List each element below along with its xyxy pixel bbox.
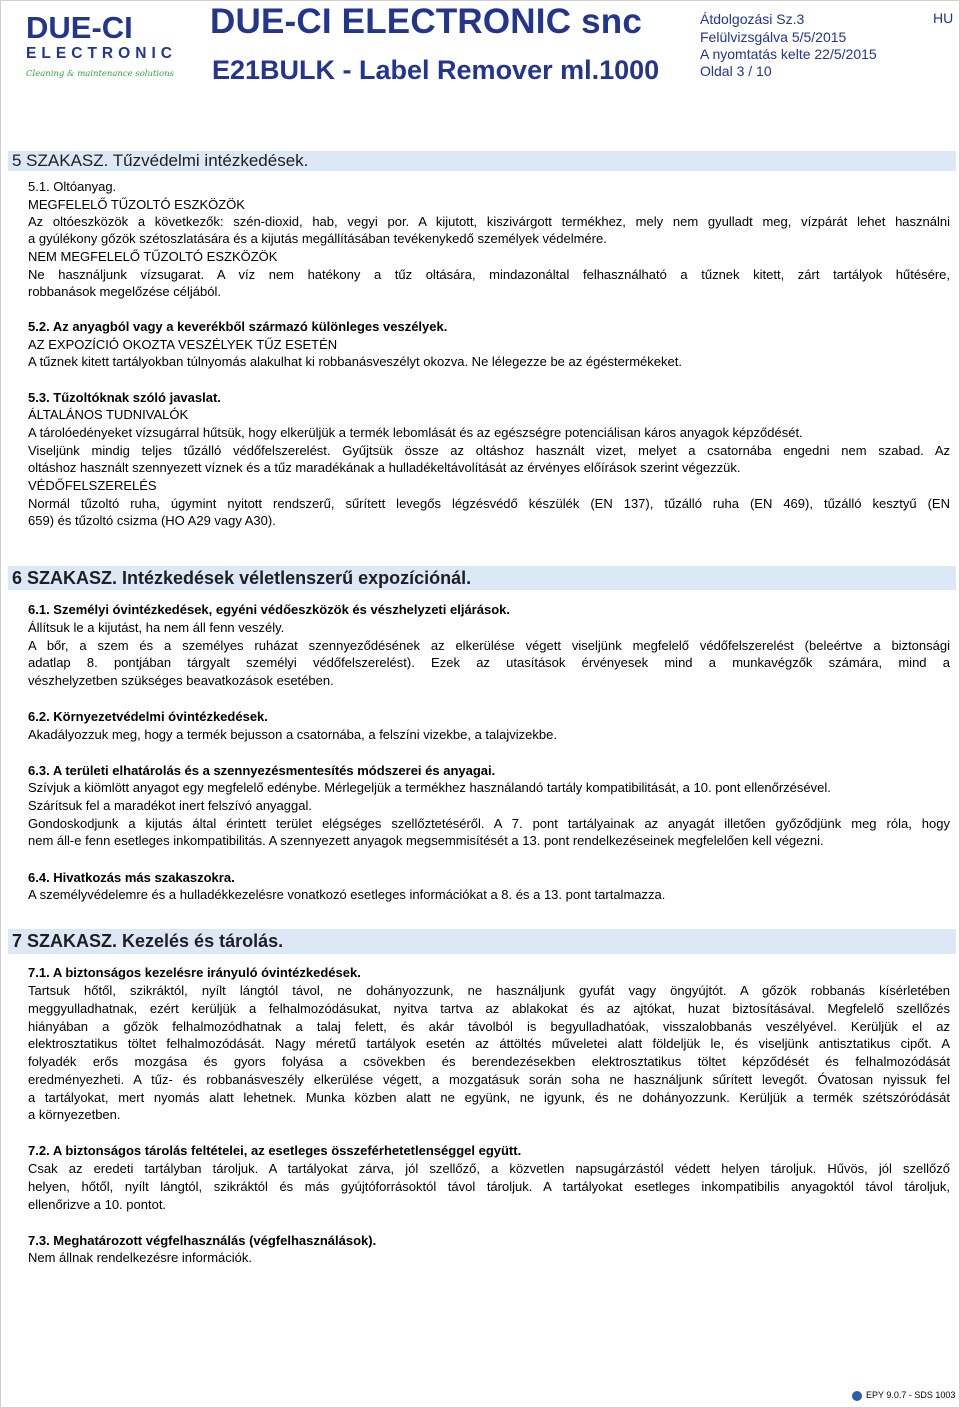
page-number: Oldal 3 / 10 [700, 63, 772, 79]
company-name: DUE-CI ELECTRONIC snc [210, 2, 643, 41]
paragraph-line: folyadék erős mozgása és gyors folyása a csövekben és berendezésekben elektrosztatikus töltet képződését és felhalmozódását [28, 1054, 950, 1069]
subsection-heading: 6.3. A területi elhatárolás és a szennyezésmentesítés módszerei és anyagai. [28, 763, 496, 778]
section-6-title: 6 SZAKASZ. Intézkedések véletlenszerű expozíciónál. [12, 568, 472, 588]
subsection-heading: 6.1. Személyi óvintézkedések, egyéni védőeszközök és vészhelyzeti eljárások. [28, 602, 510, 617]
paragraph-line: oltáshoz használt szennyezett víznek és a tűz maradékának a hulladékeltávolítását az érvényes előírások szerint végezzük. [28, 460, 741, 475]
paragraph-line: VÉDŐFELSZERELÉS [28, 478, 157, 493]
paragraph-line: Viseljünk mindig teljes tűzálló védőfelszerelést. Gyűjtsük össze az oltáshoz használt vizet, melyet a csatornába engedni nem szabad. Az [28, 443, 950, 458]
paragraph-line: robbanások megelőzése céljából. [28, 284, 221, 299]
paragraph-line: eredményezheti. A tűz- és robbanásveszély elkerülése végett, a mozgatásuk során soha ne használjunk sűrített levegőt. Óvatosan nyissuk fel [28, 1072, 950, 1087]
subsection-heading: 5.2. Az anyagból vagy a keverékből származó különleges veszélyek. [28, 319, 448, 334]
footer-version: EPY 9.0.7 - SDS 1003 [866, 1390, 956, 1400]
section-7-header [8, 929, 956, 954]
paragraph-line: AZ EXPOZÍCIÓ OKOZTA VESZÉLYEK TŰZ ESETÉN [28, 337, 338, 352]
paragraph-line: meggyulladhatnak, ezért kerüljük a felhalmozódásukat, nyitva tartva az ablakokat és az ajtókat, huzat biztosításával. Megfelelő szellőzés [28, 1001, 950, 1016]
svg-text:ELECTRONIC: ELECTRONIC [26, 45, 172, 62]
paragraph-line: Akadályozzuk meg, hogy a termék bejusson a csatornába, a felszíni vizekbe, a talajvizekbe. [28, 727, 557, 742]
paragraph-line: nem áll-e fenn esetleges inkompatibilitás. A szennyezett anyagok megsemmisítését a 13. pont rendelkezéseinek megfelelően kell végezni. [28, 833, 824, 848]
section-6-header [8, 566, 956, 590]
paragraph-line: NEM MEGFELELŐ TŰZOLTÓ ESZKÖZÖK [28, 249, 278, 264]
revision-number: Átdolgozási Sz.3 [700, 11, 805, 27]
subsection-heading: 5.1. Oltóanyag. [28, 179, 117, 194]
product-name: E21BULK - Label Remover ml.1000 [212, 55, 660, 85]
subsection-heading: 7.3. Meghatározott végfelhasználás (végfelhasználások). [28, 1233, 377, 1248]
paragraph-line: Ne használjunk vízsugarat. A víz nem hatékony a tűz oltására, mindazonáltal felhasználható a tűznek kitett, zárt tartályok hűtésére, [28, 267, 950, 282]
paragraph-line: helyen, hőtől, nyílt lángtól, szikráktól és más gyújtóforrásoktól távol tároljuk. A tartályokat esetleges inkompatibilis anyagoktól távol tároljuk, [28, 1179, 950, 1194]
subsection-heading: 6.2. Környezetvédelmi óvintézkedések. [28, 709, 268, 724]
language-code: HU [933, 10, 954, 26]
paragraph-line: adatlap 8. pontjában tárgyalt személyi védőfelszerelést). Ezek az utasítások érvényesek mind a munkavégzők számára, mind a [28, 655, 950, 670]
section-7-title: 7 SZAKASZ. Kezelés és tárolás. [12, 931, 284, 951]
subsection-heading: 7.1. A biztonságos kezelésre irányuló óvintézkedések. [28, 965, 361, 980]
review-date: Felülvizsgálva 5/5/2015 [700, 29, 847, 45]
paragraph-line: Csak az eredeti tartályban tároljuk. A tartályokat zárva, jól szellőző, a közvetlen napsugárzástól védett helyen tároljuk. Hűvös, jól szellőző [28, 1161, 950, 1176]
software-badge-icon [852, 1391, 862, 1401]
paragraph-line: 659) és tűzoltó csizma (HO A29 vagy A30). [28, 513, 276, 528]
svg-text:Cleaning & maintenance solutio: Cleaning & maintenance solutions [26, 69, 174, 79]
paragraph-line: Tartsuk hőtől, szikráktól, nyílt lángtól távol, ne dohányozzunk, ne használjunk gyufát vagy öngyújtót. A gőzök robbanás kísérletében [28, 983, 950, 998]
paragraph-line: A tárolóedényeket vízsugárral hűtsük, hogy elkerüljük a termék lebomlását és az egészségre potenciálisan káros anyagok képződését. [28, 425, 803, 440]
print-date: A nyomtatás kelte 22/5/2015 [700, 46, 877, 62]
subsection-heading: 6.4. Hivatkozás más szakaszokra. [28, 870, 235, 885]
paragraph-line: Szárítsuk fel a maradékot inert felszívó anyaggal. [28, 798, 312, 813]
paragraph-line: A tűznek kitett tartályokban túlnyomás alakulhat ki robbanásveszélyt okozva. Ne lélegezze be az égéstermékeket. [28, 354, 682, 369]
svg-text:DUE-CI: DUE-CI [26, 10, 133, 45]
paragraph-line: A bőr, a szem és a személyes ruházat szennyeződésének az elkerülése végett viseljünk megfelelő védőfelszerelést (beleértve a biztonsági [28, 638, 950, 653]
section-5-title: 5 SZAKASZ. Tűzvédelmi intézkedések. [12, 151, 309, 170]
paragraph-line: Az oltóeszközök a következők: szén-dioxid, hab, vegyi por. A kijutott, kiszivárgott termékhez, mely nem gyulladt meg, vízpárát lehet használni [28, 214, 950, 229]
paragraph-line: elektrosztatikus töltet felhalmozódását. Nagy méretű tartályok esetén az áttöltés műveletei alatt földeljük le, és viseljünk antisztatikus cipőt. A [28, 1036, 950, 1051]
paragraph-line: Gondoskodjunk a kijutás által érintett terület elégséges szellőztetéséről. A 7. pont tartályainak az anyagát illetően győződjünk meg róla, hogy [28, 816, 950, 831]
paragraph-line: a gyúlékony gőzök szétoszlatására és a kijutás megállításában tevékenykedő személyek védelmére. [28, 231, 607, 246]
paragraph-line: a környezetben. [28, 1107, 121, 1122]
paragraph-line: Szívjuk a kiömlött anyagot egy megfelelő edénybe. Mérlegeljük a termékhez használandó tartály kompatibilitását, a 10. pont ellenőrzésével. [28, 780, 831, 795]
company-logo [24, 8, 184, 86]
section-5-header [8, 151, 956, 171]
paragraph-line: vészhelyzetben szükséges beavatkozások esetében. [28, 673, 334, 688]
paragraph-line: A személyvédelemre és a hulladékkezelésre vonatkozó esetleges információkat a 8. és a 13. pont tartalmazza. [28, 887, 666, 902]
paragraph-line: ellenőrizve a 10. pontot. [28, 1197, 167, 1212]
paragraph-line: Állítsuk le a kijutást, ha nem áll fenn veszély. [28, 620, 285, 635]
paragraph-line: ÁLTALÁNOS TUDNIVALÓK [28, 407, 189, 422]
subsection-heading: 5.3. Tűzoltóknak szóló javaslat. [28, 390, 221, 405]
document-header [0, 0, 960, 96]
paragraph-line: Normál tűzoltó ruha, úgymint nyitott rendszerű, sűrített levegős légzésvédő készülék (EN 137), tűzálló ruha (EN 469), tűzálló kesztyű (EN [28, 496, 950, 511]
subsection-heading: 7.2. A biztonságos tárolás feltételei, az esetleges összeférhetetlenséggel együtt. [28, 1143, 522, 1158]
paragraph-line: MEGFELELŐ TŰZOLTÓ ESZKÖZÖK [28, 197, 245, 212]
paragraph-line: hiányában a gőzök felhalmozódhatnak a talaj felett, és akár távolból is begyulladhatóak, visszalobbanás veszélyével. Kerüljük el az [28, 1019, 950, 1034]
paragraph-line: Nem állnak rendelkezésre információk. [28, 1250, 252, 1265]
paragraph-line: a tartályokat, mert nyomás alatt lehetnek. Munka közben alatt ne együnk, ne igyunk, és ne dohányozzunk. Kerüljük a termék szétszóródását [28, 1090, 950, 1105]
